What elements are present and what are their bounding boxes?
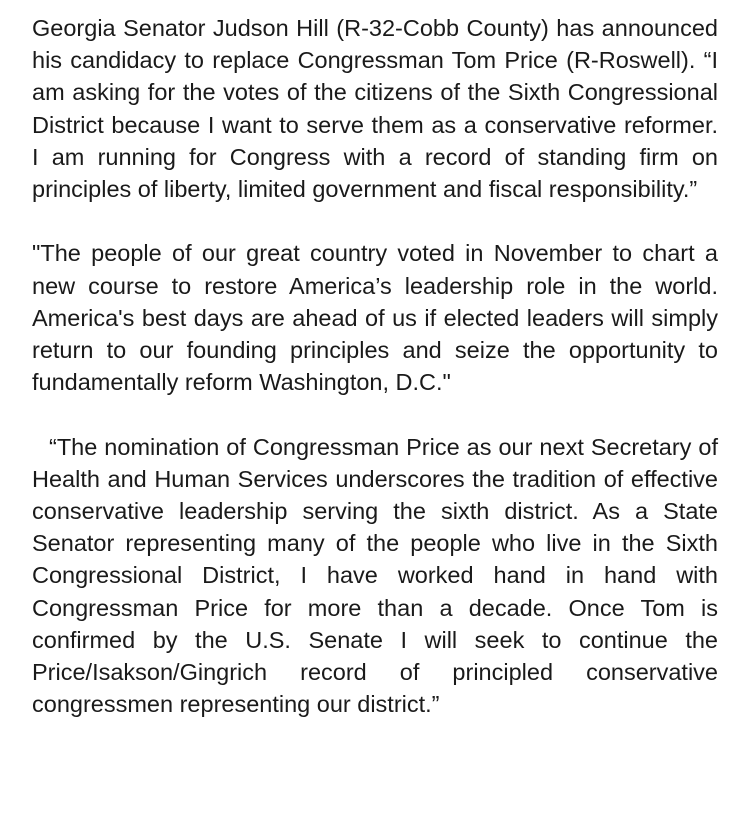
press-release-body xyxy=(32,12,718,720)
paragraph-price-nomination-quote: “The nomination of Congressman Price as our next Secretary of Health and Human Services underscores the tradition of effective conservative leadership serving the sixth district. As a State Senator representing many of the people who live in the Sixth Congressional District, I have worked hand in hand with Congressman Price for more than a decade. Once Tom is confirmed by the U.S. Senate I will seek to continue the Price/Isakson/Gingrich record of principled conservative congressmen representing our district.” xyxy=(32,433,718,718)
paragraph-november-vote-quote: "The people of our great country voted in November to chart a new course to restore America’s leadership role in the world. America's best days are ahead of us if elected leaders will simply return to our founding principles and seize the opportunity to fundamentally reform Washington, D.C." xyxy=(32,240,718,396)
paragraph-candidacy-announcement: Georgia Senator Judson Hill (R-32-Cobb County) has announced his candidacy to replace Congressman Tom Price (R-Roswell). “I am asking for the votes of the citizens of the Sixth Congressional District because I want to serve them as a conservative reformer. I am running for Congress with a record of standing firm on principles of liberty, limited government and fiscal responsibility.” xyxy=(32,15,718,203)
